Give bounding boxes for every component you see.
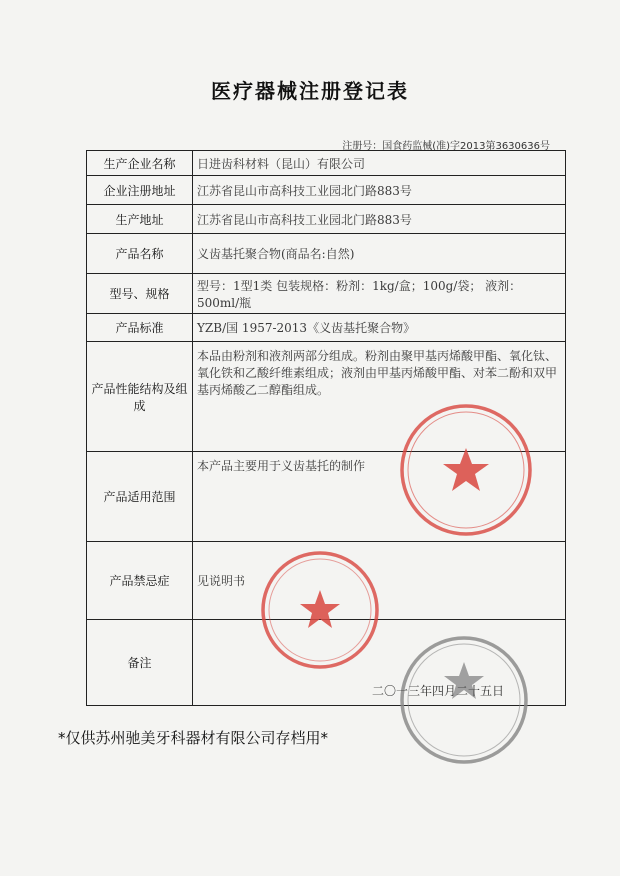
sign-date: 二〇一三年四月二十五日	[372, 684, 505, 698]
row-value: 本品由粉剂和液剂两部分组成。粉剂由聚甲基丙烯酸甲酯、氧化钛、氧化铁和乙酸纤维素组成；液剂由甲基丙烯酸甲酯、对苯二酚和双甲基丙烯酸乙二醇酯组成。	[193, 342, 566, 452]
row-label: 生产地址	[87, 205, 193, 234]
row-label: 产品禁忌症	[87, 542, 193, 620]
company-seal	[258, 548, 382, 672]
table-row	[87, 151, 566, 176]
table-row	[87, 274, 566, 314]
row-value: 型号：1型1类 包装规格：粉剂：1kg/盒；100g/袋； 液剂：500ml/瓶	[193, 274, 566, 314]
row-label: 备注	[87, 620, 193, 706]
agency-seal	[396, 632, 532, 768]
manufacturer-seal	[396, 400, 536, 540]
row-label: 产品标准	[87, 314, 193, 342]
row-label: 产品名称	[87, 234, 193, 274]
row-value: 日进齿科材料（昆山）有限公司	[193, 151, 566, 176]
table-row	[87, 234, 566, 274]
row-value: 江苏省昆山市高科技工业园北门路883号	[193, 176, 566, 205]
row-label: 生产企业名称	[87, 151, 193, 176]
table-row	[87, 176, 566, 205]
row-value: 见说明书	[193, 542, 566, 620]
footer-note: *仅供苏州驰美牙科器材有限公司存档用*	[58, 729, 329, 747]
table-row	[87, 205, 566, 234]
row-label: 产品性能结构及组成	[87, 342, 193, 452]
registration-number: 注册号：国食药监械(准)字2013第3630636号	[342, 141, 550, 152]
row-value: 义齿基托聚合物(商品名:自然)	[193, 234, 566, 274]
row-value: 本产品主要用于义齿基托的制作	[193, 452, 566, 542]
row-label: 产品适用范围	[87, 452, 193, 542]
page-title: 医疗器械注册登记表	[211, 79, 409, 103]
row-value: YZB/国 1957-2013《义齿基托聚合物》	[193, 314, 566, 342]
row-value: 江苏省昆山市高科技工业园北门路883号	[193, 205, 566, 234]
row-label: 企业注册地址	[87, 176, 193, 205]
table-row	[87, 314, 566, 342]
row-label: 型号、规格	[87, 274, 193, 314]
